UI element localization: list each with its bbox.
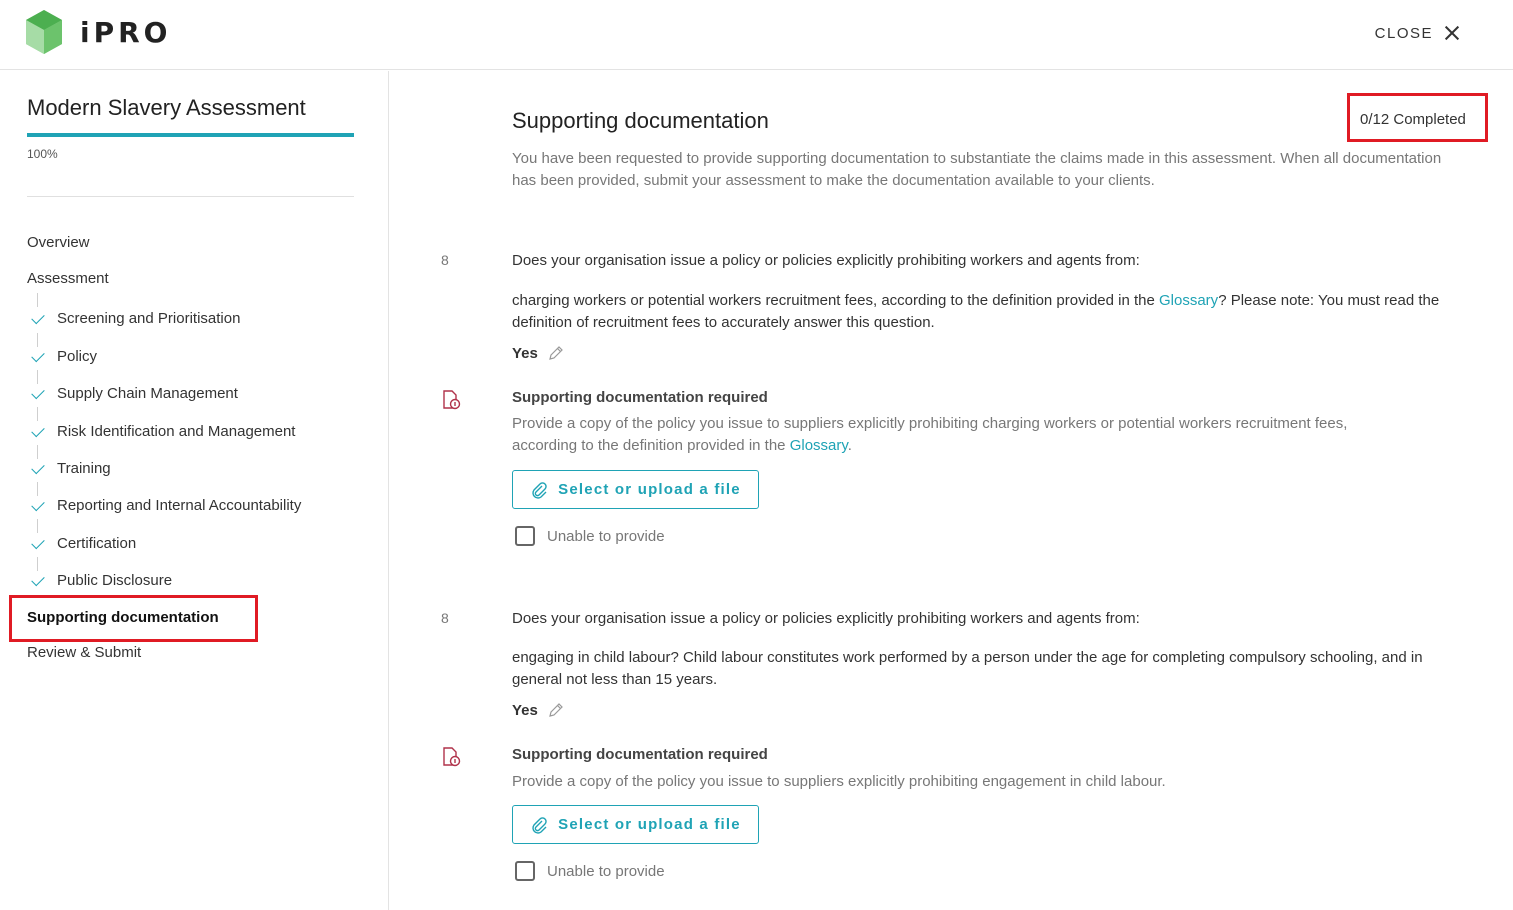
question-detail: engaging in child labour? Child labour constitutes work performed by a person under the age for completing compulsory schooling, and in general not less than 15 years. bbox=[512, 649, 1423, 688]
question-number: 8 bbox=[441, 252, 449, 268]
nav-policy[interactable]: Policy bbox=[57, 348, 98, 365]
progress-bar bbox=[27, 133, 354, 137]
paperclip-icon bbox=[530, 481, 548, 499]
brand-name: iPRO bbox=[80, 16, 172, 49]
sidebar-divider bbox=[27, 196, 354, 197]
question-detail-text: charging workers or potential workers recruitment fees, according to the definition provided in the bbox=[512, 292, 1159, 309]
nav-connector bbox=[37, 407, 38, 421]
upload-file-button[interactable] bbox=[512, 470, 759, 509]
question-lead: Does your organisation issue a policy or policies explicitly prohibiting workers and agents from: bbox=[512, 252, 1140, 269]
nav-overview[interactable]: Overview bbox=[27, 234, 90, 251]
unable-to-provide-checkbox[interactable] bbox=[515, 861, 535, 881]
assessment-title: Modern Slavery Assessment bbox=[27, 95, 306, 120]
nav-supporting-documentation[interactable]: Supporting documentation bbox=[27, 609, 219, 626]
answer-value: Yes bbox=[512, 702, 538, 719]
question-lead: Does your organisation issue a policy or policies explicitly prohibiting workers and agents from: bbox=[512, 610, 1140, 627]
answer-value: Yes bbox=[512, 345, 538, 362]
unable-to-provide-checkbox[interactable] bbox=[515, 526, 535, 546]
nav-public-disclosure[interactable]: Public Disclosure bbox=[57, 572, 173, 589]
nav-training[interactable]: Training bbox=[57, 460, 111, 477]
unable-to-provide-label: Unable to provide bbox=[547, 527, 665, 545]
requirement-title: Supporting documentation required bbox=[512, 746, 768, 763]
nav-connector bbox=[37, 333, 38, 347]
nav-connector bbox=[37, 482, 38, 496]
nav-reporting[interactable]: Reporting and Internal Accountability bbox=[57, 497, 302, 514]
intro-text: You have been requested to provide supporting documentation to substantiate the claims made in this assessment. When all documentation has been provided, submit your assessment to make the documentation available to your clients. bbox=[512, 150, 1442, 189]
requirement-text: Provide a copy of the policy you issue to suppliers explicitly prohibiting engagement in child labour. bbox=[512, 773, 1166, 790]
unable-to-provide-option[interactable] bbox=[515, 526, 665, 546]
close-label: CLOSE bbox=[1374, 24, 1433, 42]
glossary-link[interactable]: Glossary bbox=[1159, 292, 1219, 309]
nav-review-submit[interactable]: Review & Submit bbox=[27, 644, 142, 661]
nav-connector bbox=[37, 557, 38, 571]
completed-counter: 0/12 Completed bbox=[1360, 111, 1466, 128]
nav-connector bbox=[37, 370, 38, 384]
document-required-icon bbox=[441, 746, 463, 768]
nav-connector bbox=[37, 293, 38, 307]
close-icon[interactable] bbox=[1443, 24, 1461, 42]
question-detail bbox=[512, 290, 1462, 334]
paperclip-icon bbox=[530, 816, 548, 834]
pencil-icon[interactable] bbox=[548, 702, 564, 718]
nav-connector bbox=[37, 445, 38, 459]
upload-file-label: Select or upload a file bbox=[558, 816, 741, 833]
document-required-icon bbox=[441, 389, 463, 411]
progress-bar-fill bbox=[27, 133, 354, 137]
nav-connector bbox=[37, 519, 38, 533]
pencil-icon[interactable] bbox=[548, 345, 564, 361]
nav-supply-chain[interactable]: Supply Chain Management bbox=[57, 385, 238, 402]
requirement-text-part: Provide a copy of the policy you issue to suppliers explicitly prohibiting charging workers or potential workers recruitment fees, according to the definition provided in the bbox=[512, 415, 1348, 454]
top-bar bbox=[0, 0, 1513, 70]
progress-label: 100% bbox=[27, 147, 58, 161]
glossary-link[interactable]: Glossary bbox=[789, 437, 848, 454]
requirement-text-part: . bbox=[847, 437, 852, 454]
close-button[interactable] bbox=[1375, 20, 1461, 46]
requirement-text bbox=[512, 413, 1392, 457]
upload-file-label: Select or upload a file bbox=[558, 481, 741, 498]
nav-screening[interactable]: Screening and Prioritisation bbox=[57, 310, 241, 327]
sidebar bbox=[0, 71, 389, 910]
question-detail-text: ? Please note: You must read the definition of recruitment fees to accurately answer this question. bbox=[512, 292, 1440, 331]
unable-to-provide-label: Unable to provide bbox=[547, 862, 665, 880]
question-number: 8 bbox=[441, 610, 449, 626]
nav-assessment[interactable]: Assessment bbox=[27, 270, 109, 287]
requirement-title: Supporting documentation required bbox=[512, 389, 768, 406]
ipro-logo-icon bbox=[26, 10, 62, 54]
nav-certification[interactable]: Certification bbox=[57, 535, 137, 552]
page-title: Supporting documentation bbox=[512, 108, 769, 133]
nav-risk[interactable]: Risk Identification and Management bbox=[57, 423, 296, 440]
upload-file-button[interactable] bbox=[512, 805, 759, 844]
unable-to-provide-option[interactable] bbox=[515, 861, 665, 881]
